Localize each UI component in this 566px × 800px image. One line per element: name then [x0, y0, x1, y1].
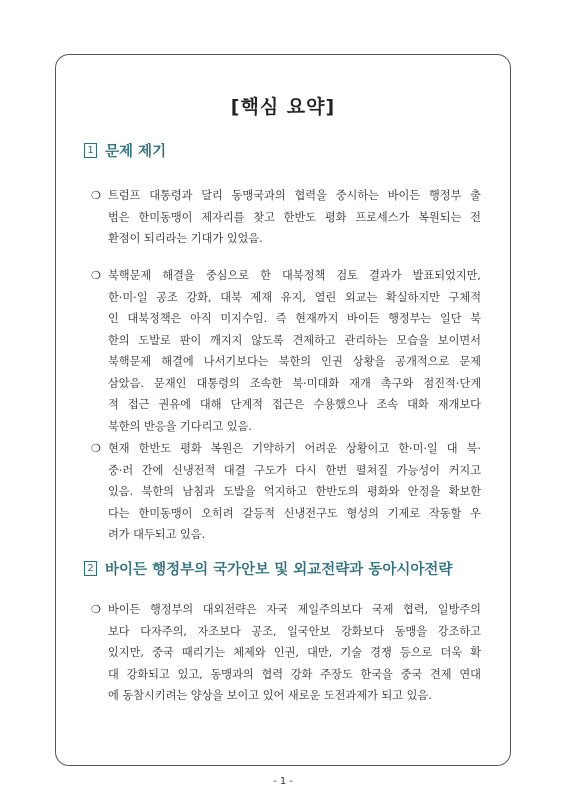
text-line: 다는 한미동맹이 오히려 갈등적 신냉전구도 형성의 기제로 작동할 우	[108, 506, 481, 520]
bullet-circle-icon: ❍	[91, 442, 101, 455]
text-line: 북한의 반응을 기다리고 있음.	[108, 419, 252, 433]
text-line: 대 강화되고 있고, 동맹과의 협력 강화 주장도 한국을 중국 견제 연대	[108, 667, 481, 681]
text-line: 북핵문제 해결에 나서기보다는 북한의 인권 상황을 공개적으로 문제	[108, 355, 481, 368]
bullet-circle-icon: ❍	[91, 603, 101, 616]
bullet-item	[91, 599, 481, 707]
page-title: [핵심 요약]	[230, 96, 336, 118]
text-line: 보다 다자주의, 자조보다 공조, 일국안보 강화보다 동맹을 강조하고	[108, 624, 481, 638]
text-line: 북핵문제 해결을 중심으로 한 대북정책 검토 결과가 발표되었지만,	[108, 269, 481, 282]
bullet-text	[108, 438, 481, 546]
bullet-item	[91, 265, 481, 437]
text-line: 려가 대두되고 있음.	[108, 528, 206, 541]
text-line: 있지만, 중국 때리기는 체제와 인권, 대만, 기술 경쟁 등으로 더욱 확	[108, 646, 481, 659]
bullet-circle-icon: ❍	[91, 269, 101, 282]
section-heading-text: 문제 제기	[105, 144, 167, 160]
section-heading-text: 바이든 행정부의 국가안보 및 외교전략과 동아시아전략	[105, 562, 453, 578]
section-number-box: 2	[84, 561, 97, 576]
text-line: 적 접근 권유에 대해 단계적 접근은 수용했으나 조속 대화 재개보다	[108, 398, 481, 411]
text-line: 있음. 북한의 남침과 도발을 억지하고 한반도의 평화와 안정을 확보한	[108, 485, 481, 498]
section-heading-1	[84, 140, 166, 161]
text-line: 인 대북정책은 아직 미지수임. 즉 현재까지 바이든 행정부는 일단 북	[108, 312, 481, 325]
text-line: 바이든 행정부의 대외전략은 자국 제일주의보다 국제 협력, 일방주의	[108, 603, 481, 616]
text-line: 삼았음. 문재인 대통령의 조속한 북·미대화 재개 촉구와 점진적·단계	[108, 376, 481, 390]
text-line: 환점이 되리라는 기대가 있었음.	[108, 232, 263, 245]
bullet-text	[108, 185, 481, 250]
section-heading-2	[84, 558, 452, 579]
text-line: 중·러 간에 신냉전적 대결 구도가 다시 한번 펼쳐질 가능성이 커지고	[108, 463, 481, 477]
text-line: 범은 한미동맹이 제자리를 찾고 한반도 평화 프로세스가 복원되는 전	[108, 210, 481, 224]
bullet-text	[108, 599, 481, 707]
bullet-circle-icon: ❍	[91, 189, 101, 202]
bullet-item	[91, 185, 481, 250]
section-number-box: 1	[84, 143, 97, 158]
text-line: 트럼프 대통령과 달리 동맹국과의 협력을 중시하는 바이든 행정부 출	[108, 189, 481, 202]
bullet-item	[91, 438, 481, 546]
text-line: 한·미·일 공조 강화, 대북 제재 유지, 열린 외교는 확실하지만 구체적	[108, 290, 481, 304]
text-line: 에 동참시키려는 양상을 보이고 있어 새로운 도전과제가 되고 있음.	[108, 689, 432, 702]
bullet-text	[108, 265, 481, 437]
text-line: 현재 한반도 평화 복원은 기약하기 어려운 상황이고 한·미·일 대 북·	[108, 442, 481, 455]
text-line: 한의 도발로 판이 깨지지 않도록 견제하고 관리하는 모습을 보이면서	[108, 333, 481, 347]
page-number: - 1 -	[273, 776, 293, 787]
